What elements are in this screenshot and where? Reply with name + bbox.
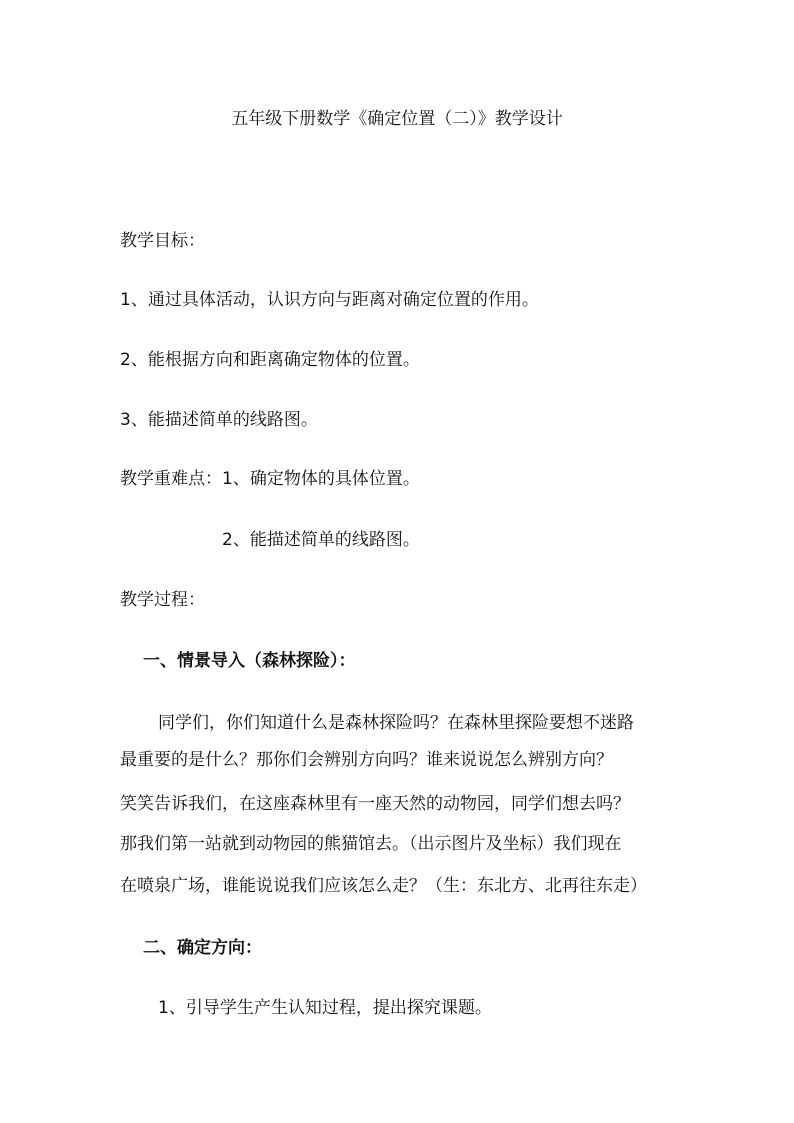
- objectives-heading: 教学目标：: [120, 231, 205, 251]
- section-1-paragraph-line-4: 那我们第一站就到动物园的熊猫馆去。（出示图片及坐标）我们现在: [120, 834, 622, 854]
- key-points-line-1: 教学重难点：1、确定物体的具体位置。: [120, 469, 420, 489]
- document-title: 五年级下册数学《确定位置（二）》教学设计: [231, 109, 563, 129]
- section-1-paragraph-line-3: 笑笑告诉我们，在这座森林里有一座天然的动物园，同学们想去吗？: [120, 794, 630, 814]
- objective-item-2: 2、能根据方向和距离确定物体的位置。: [120, 350, 420, 370]
- section-2-item-1: 1、引导学生产生认知过程，提出探究课题。: [158, 998, 492, 1018]
- objective-item-3: 3、能描述简单的线路图。: [120, 410, 318, 430]
- process-heading: 教学过程：: [120, 590, 205, 610]
- section-1-paragraph-line-5: 在喷泉广场，谁能说说我们应该怎么走？（生：东北方、北再往东走）: [120, 876, 647, 896]
- key-points-line-2: 2、能描述简单的线路图。: [222, 530, 420, 550]
- section-2-heading: 二、确定方向：: [143, 938, 262, 958]
- objective-item-1: 1、通过具体活动，认识方向与距离对确定位置的作用。: [120, 290, 539, 310]
- section-1-paragraph-line-2: 最重要的是什么？那你们会辨别方向吗？谁来说说怎么辨别方向？: [120, 750, 613, 770]
- section-1-heading: 一、情景导入（森林探险）：: [143, 651, 356, 671]
- section-1-paragraph-line-1: 同学们，你们知道什么是森林探险吗？在森林里探险要想不迷路: [158, 713, 634, 733]
